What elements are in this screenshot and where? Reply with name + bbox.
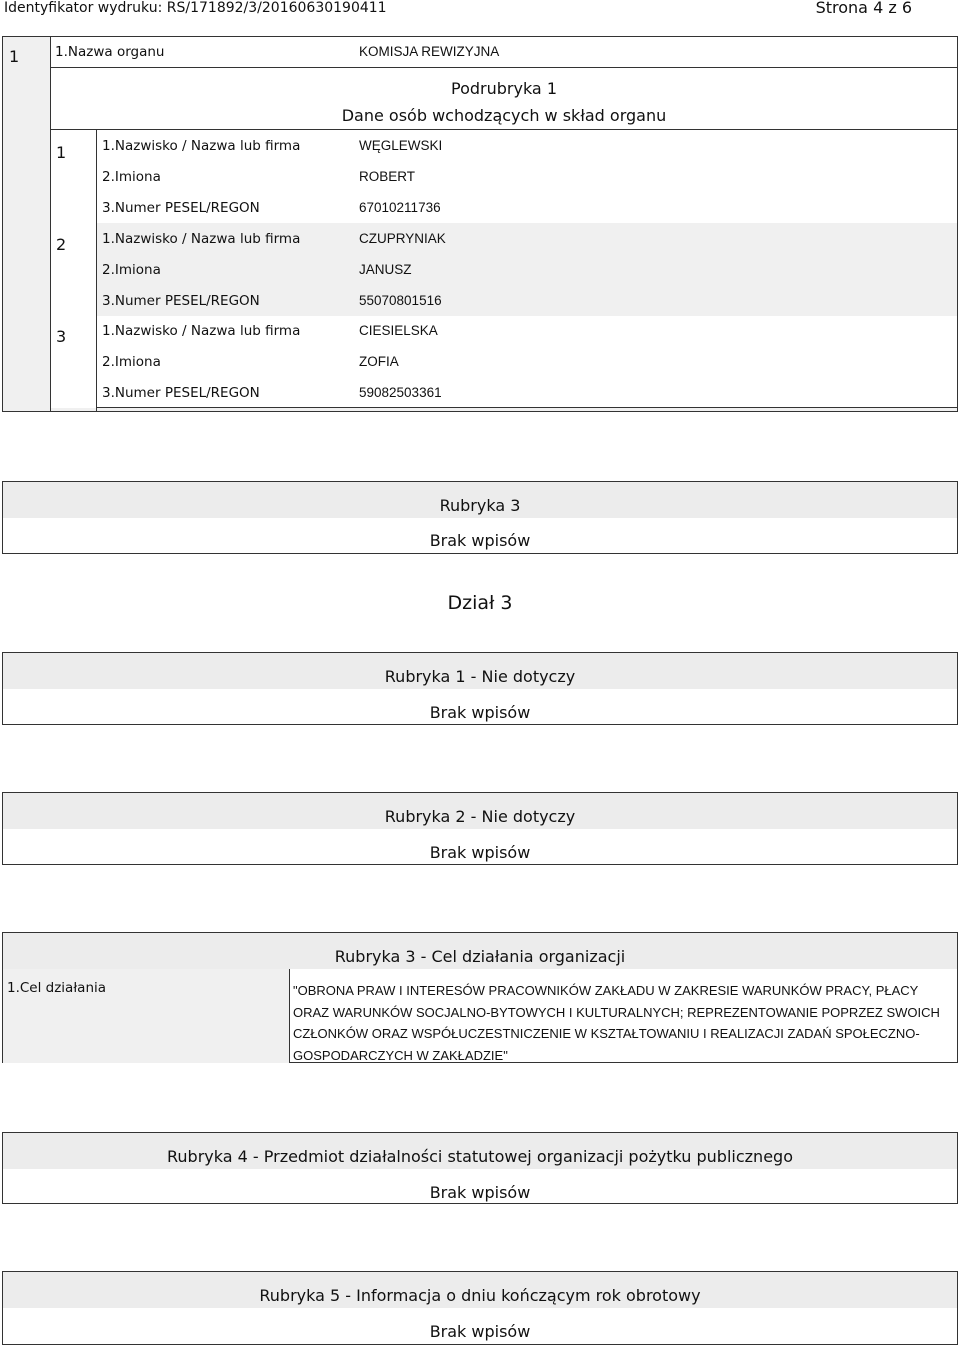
section-rubryka-2 [2, 792, 958, 865]
cel-line: "OBRONA PRAW I INTERESÓW PRACOWNIKÓW ZAKŁADU W ZAKRESIE WARUNKÓW PRACY, PŁACY [293, 983, 919, 998]
names-label: 2.Imiona [102, 354, 161, 370]
section-value: Brak wpisów [429, 531, 531, 550]
section-value: Brak wpisów [429, 843, 531, 862]
section-value: Brak wpisów [429, 1322, 531, 1341]
surname-value: WĘGLEWSKI [359, 138, 443, 153]
cel-line: CZŁONKÓW ORAZ WSPÓŁUCZESTNICZENIE W KSZTAŁTOWANIU I REALIZACJI ZADAŃ SPOŁECZNO- [293, 1026, 920, 1041]
names-label: 2.Imiona [102, 262, 161, 278]
names-value: ZOFIA [359, 354, 399, 369]
section-title: Rubryka 3 [439, 496, 521, 515]
cel-text [293, 980, 940, 1066]
subsection-description: Dane osób wchodzących w skład organu [341, 106, 667, 125]
dzial-title: Dział 3 [447, 592, 513, 614]
section-value: Brak wpisów [429, 1183, 531, 1202]
surname-value: CIESIELSKA [359, 323, 438, 338]
section-rubryka-3-cel [2, 932, 958, 1063]
section-title: Rubryka 2 - Nie dotyczy [384, 807, 576, 826]
section-title: Rubryka 3 - Cel działania organizacji [334, 947, 626, 966]
section-rubryka-1 [2, 652, 958, 725]
cel-label: 1.Cel działania [7, 980, 107, 996]
pesel-value: 59082503361 [359, 385, 442, 400]
pesel-value: 55070801516 [359, 293, 442, 308]
organ-name-value: KOMISJA REWIZYJNA [359, 44, 500, 59]
pesel-value: 67010211736 [359, 200, 441, 215]
section-rubryka-3 [2, 481, 958, 554]
surname-label: 1.Nazwisko / Nazwa lub firma [102, 323, 301, 339]
page-number: Strona 4 z 6 [815, 0, 912, 17]
organ-table [2, 36, 958, 412]
print-identifier: Identyfikator wydruku: RS/171892/3/20160630190411 [4, 0, 387, 16]
pesel-label: 3.Numer PESEL/REGON [102, 385, 260, 401]
section-rubryka-5 [2, 1271, 958, 1345]
subsection-title: Podrubryka 1 [451, 79, 557, 98]
names-value: JANUSZ [359, 262, 412, 277]
names-value: ROBERT [359, 169, 416, 184]
member-index: 3 [56, 327, 67, 346]
pesel-label: 3.Numer PESEL/REGON [102, 293, 260, 309]
section-value: Brak wpisów [429, 703, 531, 722]
member-index: 1 [56, 143, 67, 162]
organ-name-label: 1.Nazwa organu [55, 44, 165, 60]
pesel-label: 3.Numer PESEL/REGON [102, 200, 260, 216]
section-title: Rubryka 1 - Nie dotyczy [384, 667, 576, 686]
member-index: 2 [56, 235, 67, 254]
section-rubryka-4 [2, 1132, 958, 1204]
cel-line: ORAZ WARUNKÓW SOCJALNO-BYTOWYCH I KULTURALNYCH; REPREZENTOWANIE POPRZEZ SWOICH [293, 1004, 940, 1020]
section-title: Rubryka 5 - Informacja o dniu kończącym rok obrotowy [259, 1286, 701, 1305]
surname-label: 1.Nazwisko / Nazwa lub firma [102, 231, 301, 247]
surname-label: 1.Nazwisko / Nazwa lub firma [102, 138, 301, 154]
names-label: 2.Imiona [102, 169, 161, 185]
surname-value: CZUPRYNIAK [359, 231, 446, 246]
cel-line: GOSPODARCZYCH W ZAKŁADZIE" [293, 1047, 508, 1063]
organ-index: 1 [9, 47, 20, 66]
section-title: Rubryka 4 - Przedmiot działalności statutowej organizacji pożytku publicznego [167, 1147, 793, 1166]
